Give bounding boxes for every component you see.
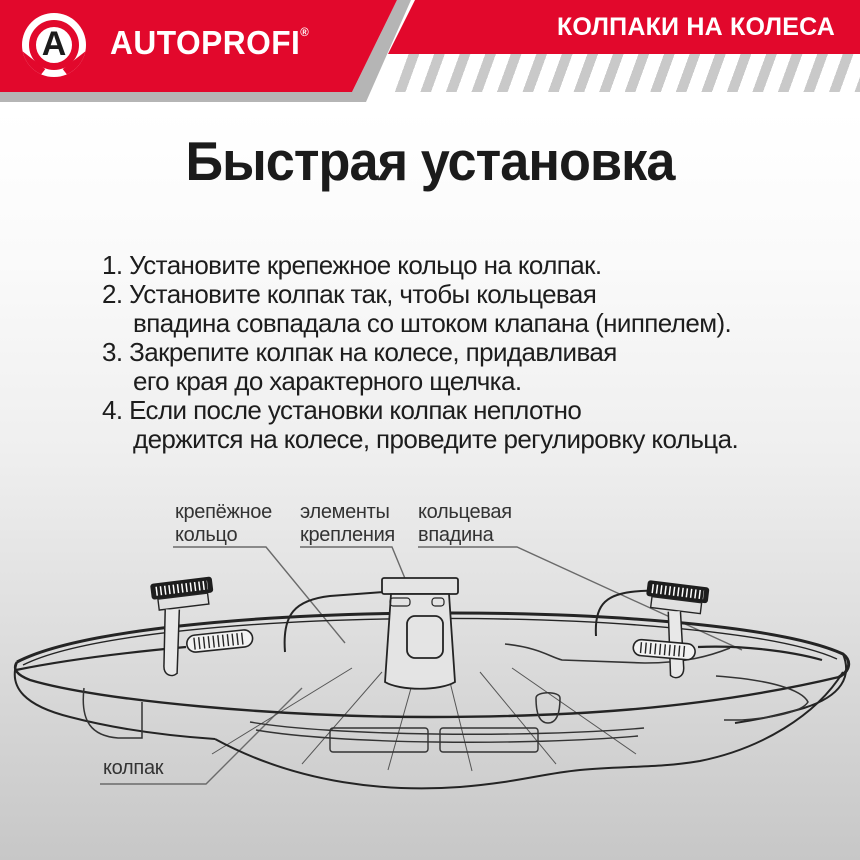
instruction-line: впадина совпадала со штоком клапана (ниппелем). bbox=[133, 308, 732, 338]
brand-wordmark bbox=[110, 24, 309, 62]
instruction-item bbox=[102, 280, 802, 338]
hubcap-drawing-svg bbox=[0, 540, 860, 860]
instruction-line: 4. Если после установки колпак неплотно bbox=[102, 395, 582, 425]
label-line: кольцо bbox=[175, 524, 238, 546]
autoprofi-logo-icon bbox=[22, 13, 86, 77]
page-title: Быстрая установка bbox=[185, 130, 675, 192]
label-line: кольцевая bbox=[418, 501, 512, 523]
bracket-handles bbox=[285, 590, 664, 652]
instruction-line: 1. Установите крепежное кольцо на колпак. bbox=[102, 250, 602, 280]
logo-letter: A bbox=[41, 24, 67, 63]
instruction-line: 2. Установите колпак так, чтобы кольцевая bbox=[102, 279, 597, 309]
registered-mark: ® bbox=[300, 25, 310, 39]
label-line: крепёжное bbox=[175, 501, 272, 523]
instruction-line: держится на колесе, проведите регулировку кольца. bbox=[133, 424, 739, 454]
label-line: элементы bbox=[300, 501, 390, 523]
instructions-list bbox=[102, 251, 802, 454]
brand-text: AUTOPROFI bbox=[110, 24, 301, 61]
hubcap-technical-drawing bbox=[0, 540, 860, 860]
product-category-title: КОЛПАКИ НА КОЛЕСА bbox=[556, 13, 835, 41]
instruction-item bbox=[102, 251, 802, 280]
fastening-tab bbox=[382, 578, 458, 689]
instruction-line: 3. Закрепите колпак на колесе, придавливая bbox=[102, 337, 617, 367]
label-line: впадина bbox=[418, 524, 494, 546]
label-line: крепления bbox=[300, 524, 395, 546]
instruction-item bbox=[102, 338, 802, 396]
spring-coil-right bbox=[633, 639, 696, 660]
spring-coil-left bbox=[186, 629, 253, 653]
instruction-item bbox=[102, 396, 802, 454]
instruction-line: его края до характерного щелчка. bbox=[133, 366, 522, 396]
label-hubcap: колпак bbox=[103, 757, 164, 779]
